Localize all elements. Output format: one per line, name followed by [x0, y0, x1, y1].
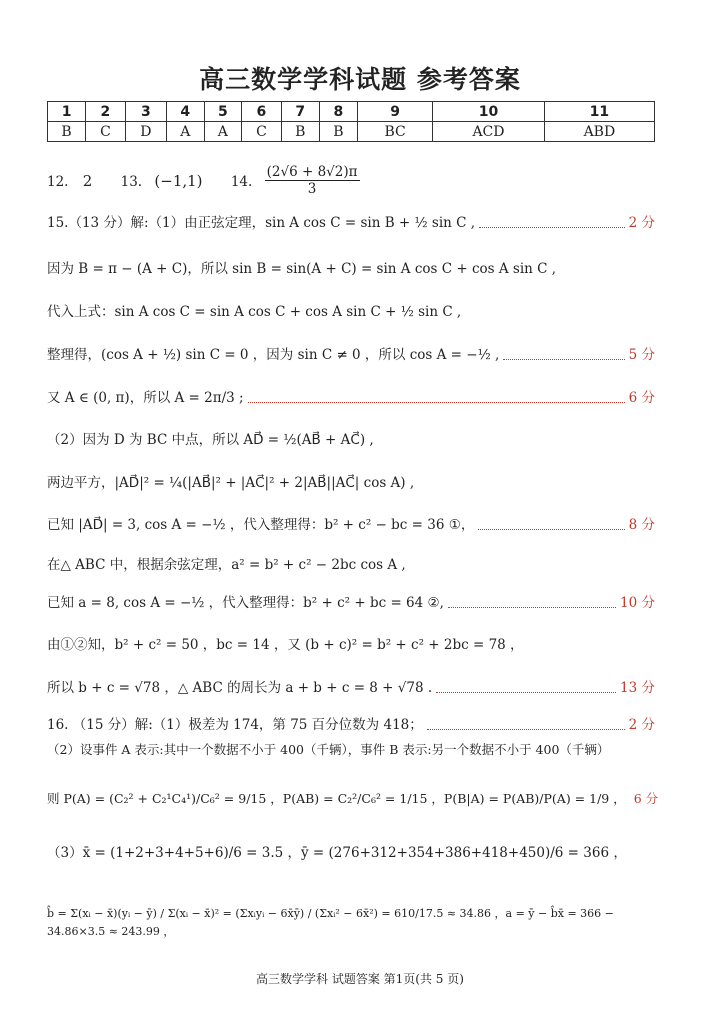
question-number: 3 — [125, 102, 166, 122]
answer-table-header-row — [48, 102, 655, 122]
points-badge: 5 分 — [628, 347, 655, 363]
q15-line-3: 代入上式：sin A cos C = sin A cos C + cos A sin C + ½ sin C , — [47, 304, 462, 320]
points-badge: 13 分 — [620, 680, 655, 696]
answer-value: B — [319, 122, 357, 142]
question-number: 7 — [281, 102, 319, 122]
answer-value: A — [167, 122, 205, 142]
question-number: 1 — [48, 102, 86, 122]
question-number: 9 — [357, 102, 432, 122]
q15-line-12: 所以 b + c = √78 ，△ ABC 的周长为 a + b + c = 8 + √78 . 13 分 — [47, 680, 655, 696]
q15-line-4: 整理得，(cos A + ½) sin C = 0 ，因为 sin C ≠ 0 ，所以 cos A = −½ , 5 分 — [47, 347, 655, 363]
points-badge: 10 分 — [620, 595, 655, 611]
q16-line-2: （2）设事件 A 表示:其中一个数据不小于 400（千辆），事件 B 表示:另一个数据不小于 400（千辆） — [47, 742, 610, 757]
q15-line-1: 15.（13 分）解:（1）由正弦定理，sin A cos C = sin B + ½ sin C , 2 分 — [47, 215, 655, 231]
question-number: 6 — [242, 102, 282, 122]
answer-table — [47, 101, 655, 142]
q15-line-11: 由①②知，b² + c² = 50 ，bc = 14 ，又 (b + c)² = b² + c² + 2bc = 78 ， — [47, 637, 524, 653]
q15-line-8: 已知 |AD⃗| = 3, cos A = −½ ，代入整理得：b² + c² − bc = 36 ①， 8 分 — [47, 517, 655, 533]
answer-value: B — [48, 122, 86, 142]
q16-line-1: 16. （15 分）解:（1）极差为 174，第 75 百分位数为 418； 2 分 — [47, 717, 655, 733]
page-footer: 高三数学学科 试题答案 第1页(共 5 页) — [256, 972, 464, 986]
q15-line-6: （2）因为 D 为 BC 中点，所以 AD⃗ = ½(AB⃗ + AC⃗) , — [47, 432, 374, 448]
q16-line-4: （3）x̄ = (1+2+3+4+5+6)/6 = 3.5 ，ȳ = (276+312+354+386+418+450)/6 = 366 ， — [47, 845, 627, 861]
question-number: 5 — [204, 102, 242, 122]
answer-value: C — [86, 122, 126, 142]
answer-12: 2 — [82, 172, 93, 190]
answer-value: ABD — [544, 122, 654, 142]
q15-line-5: 又 A ∈ (0, π)，所以 A = 2π/3 ; 6 分 — [47, 390, 655, 406]
q15-line-10: 已知 a = 8, cos A = −½ ，代入整理得：b² + c² + bc = 64 ②, 10 分 — [47, 595, 655, 611]
answer-value: ACD — [433, 122, 545, 142]
points-badge: 2 分 — [628, 717, 655, 733]
q16-line-3: 则 P(A) = (C₂² + C₂¹C₄¹)/C₆² = 9/15 ，P(AB) = C₂²/C₆² = 1/15 ，P(B|A) = P(AB)/P(A) = 1/9 ， 6 分 — [47, 791, 659, 806]
answer-value: B — [281, 122, 319, 142]
q16-line-5: b̂ = Σ(xᵢ − x̄)(yᵢ − ȳ) / Σ(xᵢ − x̄)² = (Σxᵢyᵢ − 6x̄ȳ) / (Σxᵢ² − 6x̄²) = 610/17.5 ≈ 34.86 ，a = ȳ − b̂x̄ = 366 − 34.86×3.5 ≈ 243.99 ， — [47, 907, 614, 938]
fill-in-answers: 12. 2 13. (−1,1) 14. $\frac{(2√6 + 8√2)\pi}{3}$ — [47, 164, 358, 197]
answer-value: C — [242, 122, 282, 142]
answer-table-values-row — [48, 122, 655, 142]
question-number: 2 — [86, 102, 126, 122]
points-badge: 6 分 — [633, 791, 659, 806]
points-badge: 6 分 — [628, 390, 655, 406]
page-title: 高三数学学科试题 参考答案 — [199, 65, 521, 94]
points-badge: 2 分 — [628, 215, 655, 231]
answer-value: D — [125, 122, 166, 142]
answer-14: $\frac{(2√6 + 8√2)\pi}{3}$ — [266, 164, 358, 197]
q15-line-2: 因为 B = π − (A + C)，所以 sin B = sin(A + C) = sin A cos C + cos A sin C , — [47, 261, 557, 277]
answer-value: A — [204, 122, 242, 142]
question-number: 10 — [433, 102, 545, 122]
answer-13: (−1,1) — [154, 172, 203, 190]
q15-line-9: 在△ ABC 中，根据余弦定理，a² = b² + c² − 2bc cos A , — [47, 557, 406, 573]
answer-value: BC — [357, 122, 432, 142]
points-badge: 8 分 — [628, 517, 655, 533]
question-number: 4 — [167, 102, 205, 122]
question-number: 11 — [544, 102, 654, 122]
question-number: 8 — [319, 102, 357, 122]
q15-line-7: 两边平方，|AD⃗|² = ¼(|AB⃗|² + |AC⃗|² + 2|AB⃗||AC⃗| cos A) , — [47, 475, 415, 491]
